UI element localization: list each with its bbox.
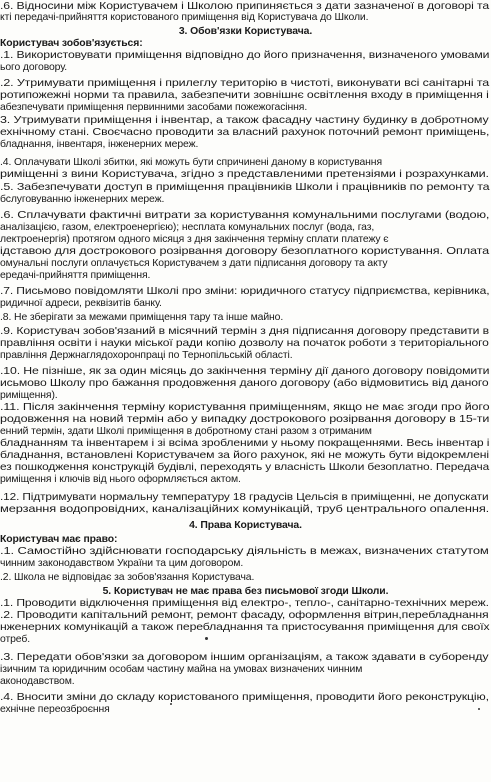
subheading: Користувач має право: [0,534,118,545]
text-line: ез пошкодження конструкцій будівлі, переходять у власність Школи безоплатно. Передача [0,462,490,473]
section-heading: 3. Обов'язки Користувача. [178,26,313,37]
text-line: аналізацією, газом, електроенергією); несплата комунальних послуг (вода, газ, [0,222,375,233]
text-line: исьмово Школу про бажання продовження даного договору (або відмовитись від даного [0,378,489,389]
text-line: бладнанням та інвентарем і зі всіма зробленими у ньому покращеннями. Весь інвентар і [0,438,490,449]
text-line: ехнічному стані. Своєчасно проводити за власний рахунок поточний ремонт приміщень, [0,127,490,138]
text-line: енний термін, здати Школі приміщення в добротному стані разом з отриманим [0,426,372,437]
subheading: Користувач зобов'язується: [0,38,143,49]
text-line: ередачі-прийняття приміщення. [0,270,151,281]
text-line: аконодавством. [0,676,75,687]
text-line: правління Держнаглядохоронпраці по Тернопільській області. [0,350,293,361]
text-line: .1. Використовувати приміщення відповідно до його призначення, визначеного умовами [0,50,490,61]
text-line: лектроенергія) протягом одного місяця з дня закінчення терміну сплати платежу є [0,234,389,245]
text-line: .11. Після закінчення терміну користування приміщенням, якщо не має згоди про його [0,402,490,413]
text-line: .4. Оплачувати Школі збитки, які можуть бути спричинені даному в користування [0,157,382,168]
text-line: ротипожежні норми та правила, забезпечити зовнішнє освітлення входу в приміщення і [0,90,489,101]
text-line: .1. Самостійно здійснювати господарську діяльність в межах, визначених статутом [0,546,489,557]
text-line: .7. Письмово повідомляти Школі про зміни: юридичного статусу підприємства, керівника, [0,286,490,297]
text-line: ехнічне переозброєння [0,704,110,715]
section-heading: 5. Користувач не має права без письмової згоди Школи. [102,586,389,597]
text-line: правління освіти і науки міської ради копію дозволу на початок роботи з територіального [0,338,489,349]
text-line: .8. Не зберігати за межами приміщення тару та інше майно. [0,312,284,323]
text-line: .6. Сплачувати фактичні витрати за користування комунальними послугами (водою, [0,210,490,221]
text-line: кті передачі-прийняття користованого приміщення від Користувача до Школи. [0,12,369,23]
text-line: .1. Проводити відключення приміщення від електро-, тепло-, санітарно-технічних мереж. [0,598,489,609]
text-line: .6. Відносини між Користувачем і Школою припиняється з дати зазначеної в договорі та [0,1,490,12]
text-line: родовження на новий термін або у випадку дострокового розірвання договору в 15-ти [0,414,490,425]
text-line: .2. Утримувати приміщення і прилеглу територію в чистоті, виконувати всі санітарні та [0,78,490,89]
section-heading: 4. Права Користувача. [189,520,302,531]
text-line: .3. Передати обов'язки за договором іншим організаціям, а також здавати в суборенду [0,652,489,663]
text-line: бладнання, встановлені Користувачем за його рахунок, які не можуть бути відокремлені [0,450,489,461]
text-line: мерзання водопровідних, каналізаційних комунікацій, труб центрального опалення. [0,504,490,515]
scan-speck [478,708,480,710]
scan-speck [170,703,172,705]
text-line: .9. Користувач зобов'язаний в місячний термін з дня підписання договору представити в [0,326,489,337]
text-line: нженерних комунікацій а також перебладнання та пристосування приміщення для своїх [0,622,490,633]
text-line: риміщення). [0,390,58,401]
text-line: ідставою для дострокового розірвання договору безоплатного користування. Оплата [0,246,490,257]
text-line: риміщення і ключів від нього оформляється актом. [0,474,241,485]
text-line: .2. Школа не відповідає за зобов'язання Користувача. [0,572,255,583]
text-line: .5. Забезпечувати доступ в приміщення працівників Школи і працівників по ремонту та [0,182,490,193]
text-line: отреб. [0,634,30,645]
text-line: ізичним та юридичним особам частину майна на умовах визначених чинним [0,664,363,675]
text-line: .12. Підтримувати нормальну температуру 18 градусів Цельсія в приміщенні, не допускати [0,492,489,503]
text-line: 3. Утримувати приміщення і інвентар, а також фасадну частину будинку в добротному [0,115,489,126]
text-line: чинним законодавством України та цим договором. [0,558,244,569]
text-line: .2. Проводити капітальний ремонт, ремонт фасаду, оформлення вітрин,перебладнання [0,610,489,621]
text-line: .4. Вносити зміни до складу користованого приміщення, проводити його реконструкцію, [0,692,489,703]
scan-speck [205,637,208,640]
text-line: абезпечувати приміщення первинними засобами пожежогасіння. [0,102,308,113]
text-line: .10. Не пізніше, як за один місяць до закінчення терміну дії даного договору повідомити [0,366,490,377]
text-line: бладнання, інвентаря, інженерних мереж. [0,139,199,150]
text-line: бслуговуванню інженерних мереж. [0,194,165,205]
text-line: омунальні послуги оплачується Користувачем з дати підписання договору та акту [0,258,388,269]
text-line: ридичної адреси, реквізитів банку. [0,298,162,309]
text-line: ього договору. [0,62,68,73]
text-line: риміщенні з вини Користувача, згідно з представленими претензіями і розрахунками. [0,169,489,180]
